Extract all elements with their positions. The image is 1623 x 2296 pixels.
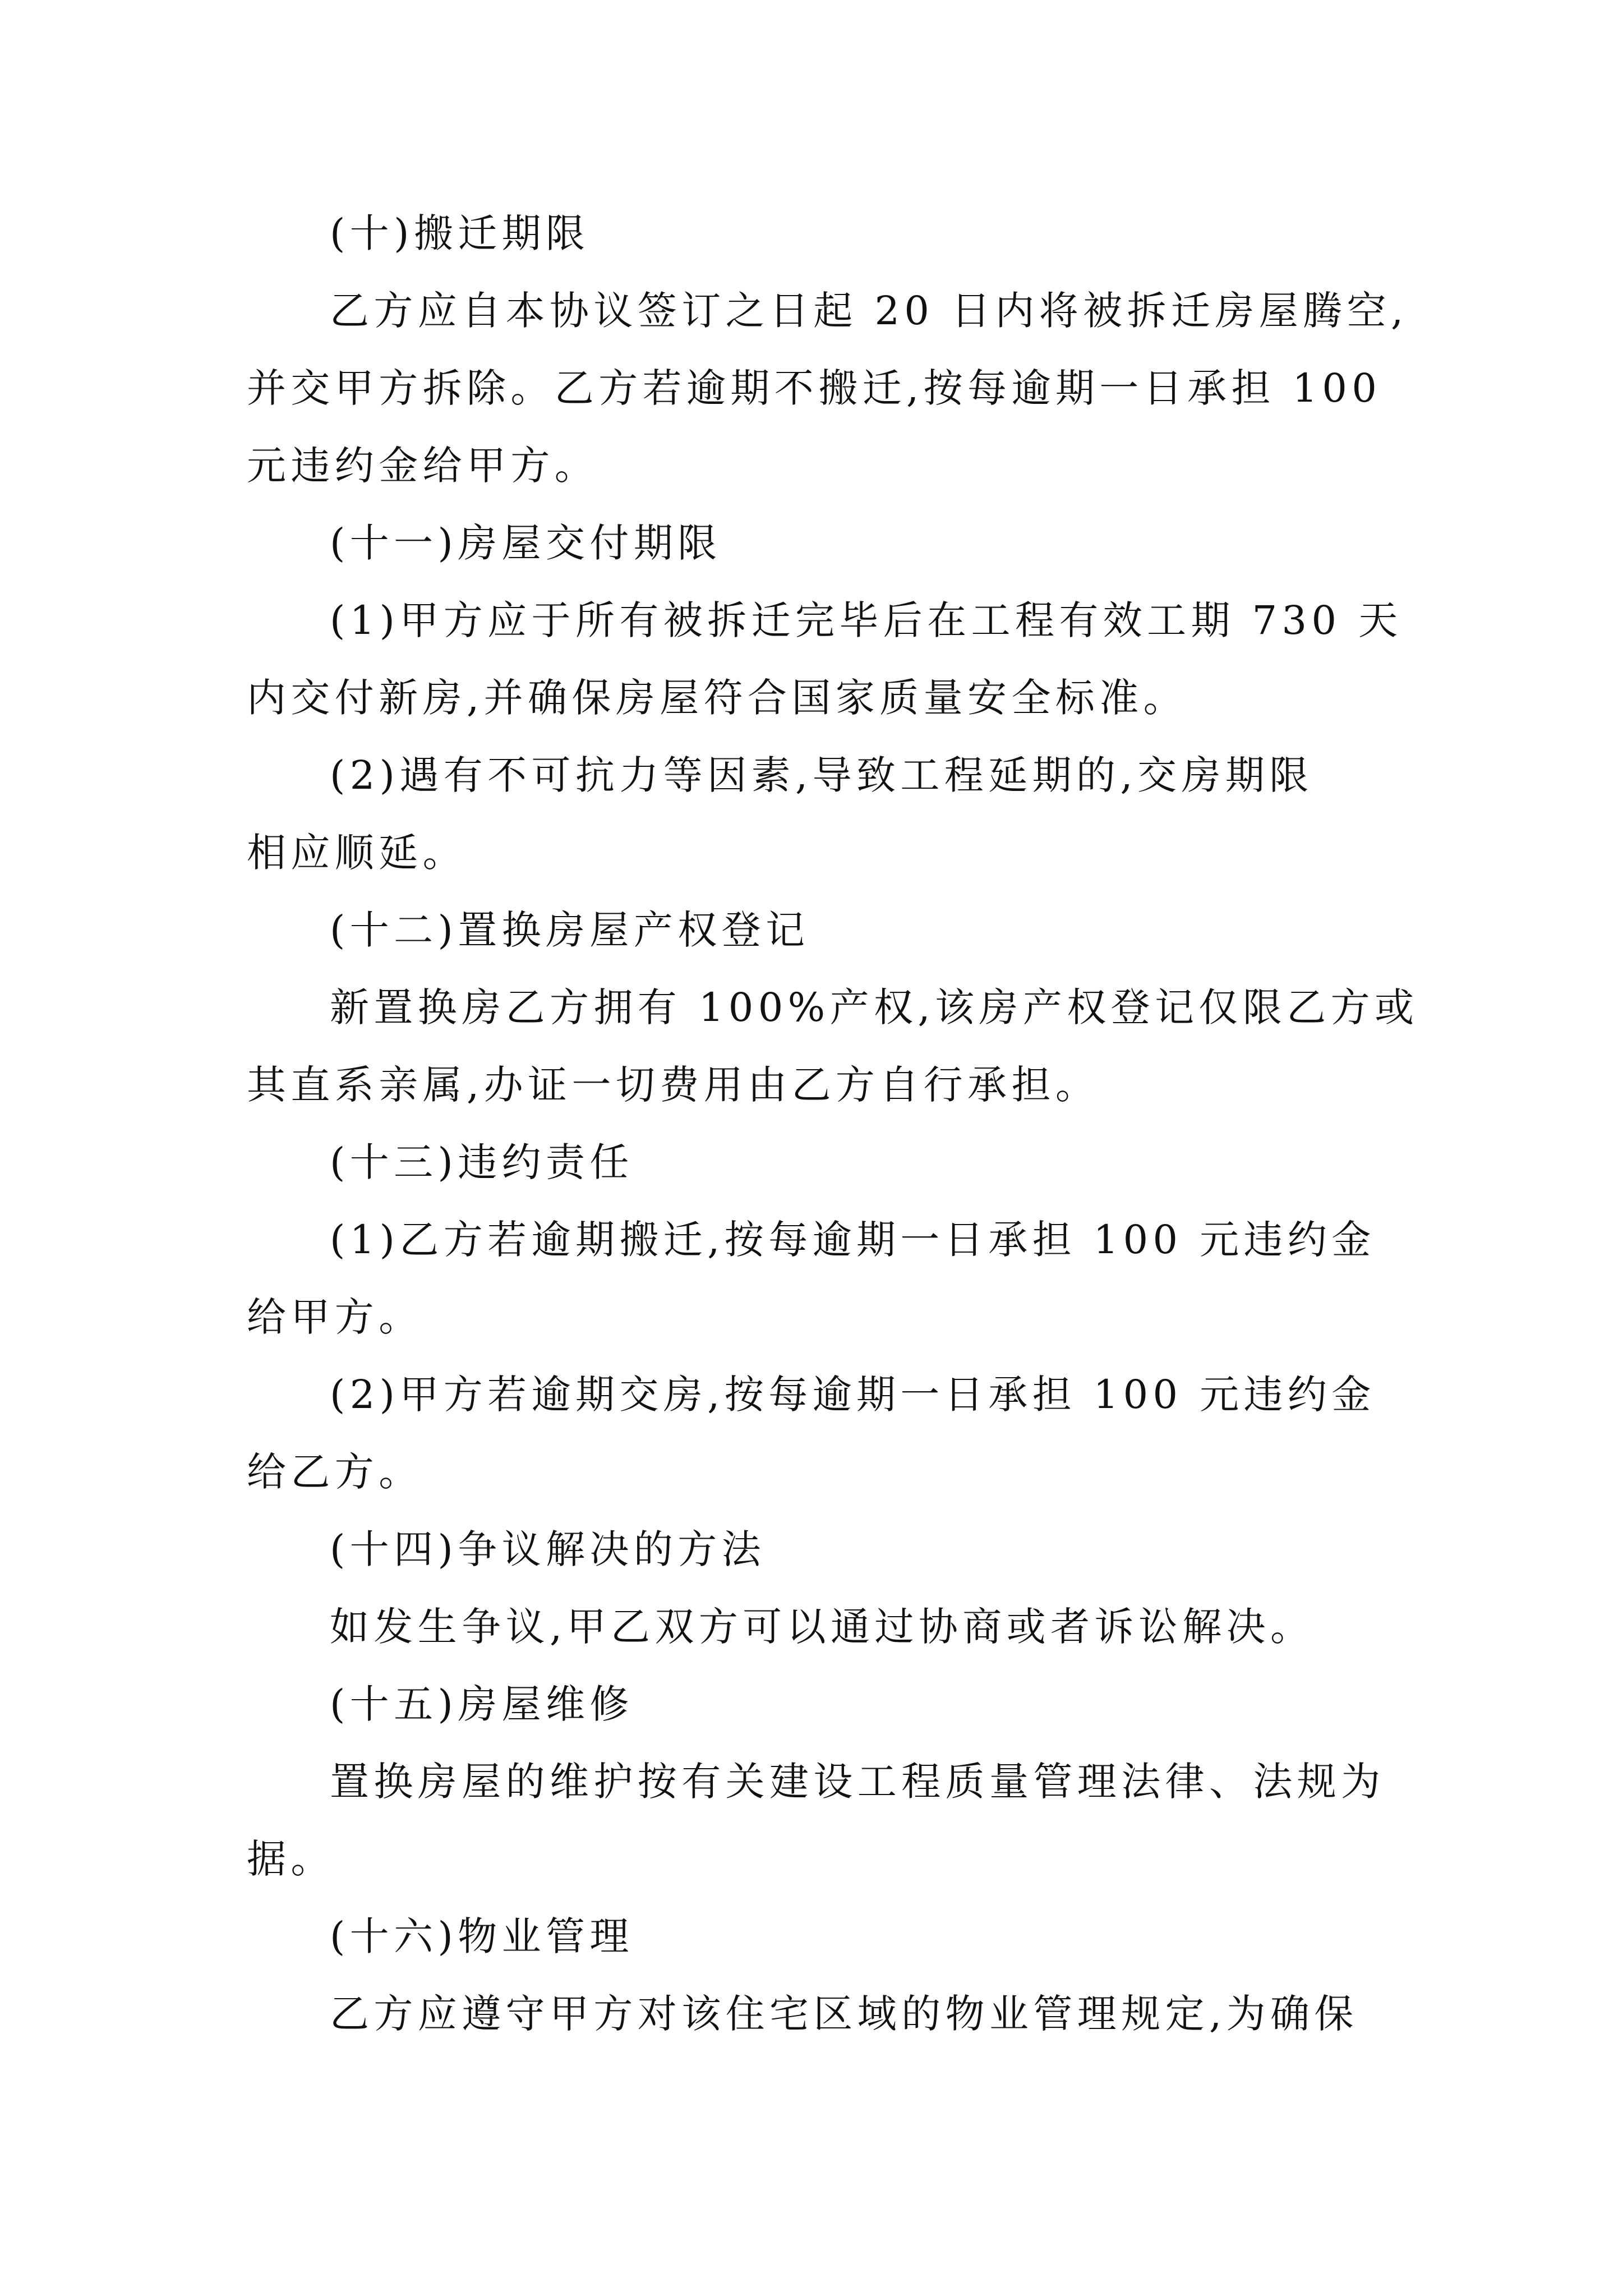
paragraph-line: 乙方应遵守甲方对该住宅区域的物业管理规定,为确保 <box>330 1991 1358 2037</box>
paragraph-line: 给甲方。 <box>247 1294 423 1340</box>
section-heading-13: (十三)违约责任 <box>330 1139 634 1185</box>
section-heading-10: (十)搬迁期限 <box>330 210 590 256</box>
paragraph-line: 如发生争议,甲乙双方可以通过协商或者诉讼解决。 <box>330 1604 1315 1650</box>
paragraph-line: 并交甲方拆除。乙方若逾期不搬迁,按每逾期一日承担 100 <box>247 365 1382 411</box>
paragraph-line: 据。 <box>247 1836 335 1882</box>
paragraph-line: 内交付新房,并确保房屋符合国家质量安全标准。 <box>247 675 1188 721</box>
paragraph-line: 元违约金给甲方。 <box>247 443 599 489</box>
section-heading-16: (十六)物业管理 <box>330 1913 634 1959</box>
paragraph-line: 置换房屋的维护按有关建设工程质量管理法律、法规为 <box>330 1759 1385 1805</box>
paragraph-line: 其直系亲属,办证一切费用由乙方自行承担。 <box>247 1062 1100 1108</box>
paragraph-line: 给乙方。 <box>247 1449 423 1495</box>
section-heading-15: (十五)房屋维修 <box>330 1681 634 1727</box>
paragraph-line: 相应顺延。 <box>247 830 467 876</box>
paragraph-line: 新置换房乙方拥有 100%产权,该房产权登记仅限乙方或 <box>330 984 1419 1030</box>
section-heading-12: (十二)置换房屋产权登记 <box>330 907 810 953</box>
section-heading-11: (十一)房屋交付期限 <box>330 520 722 566</box>
paragraph-line: 乙方应自本协议签订之日起 20 日内将被拆迁房屋腾空, <box>330 288 1408 334</box>
paragraph-line: (1)乙方若逾期搬迁,按每逾期一日承担 100 元违约金 <box>330 1217 1376 1263</box>
paragraph-line: (1)甲方应于所有被拆迁完毕后在工程有效工期 730 天 <box>330 597 1403 643</box>
paragraph-line: (2)遇有不可抗力等因素,导致工程延期的,交房期限 <box>330 752 1313 798</box>
paragraph-line: (2)甲方若逾期交房,按每逾期一日承担 100 元违约金 <box>330 1372 1376 1418</box>
section-heading-14: (十四)争议解决的方法 <box>330 1526 766 1572</box>
